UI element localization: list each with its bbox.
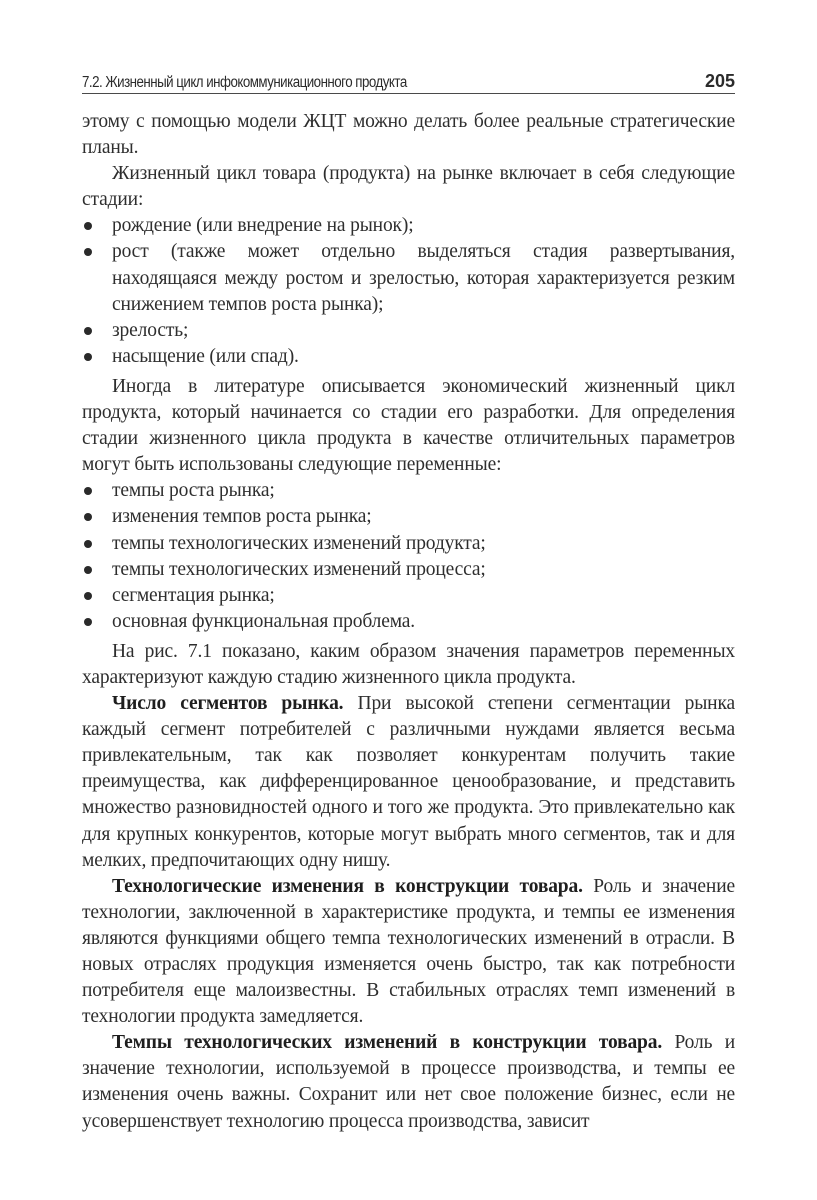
page-number: 205	[704, 71, 735, 91]
bullet-icon	[84, 487, 92, 495]
list-item: насыщение (или спад).	[82, 344, 735, 370]
paragraph-lead: Темпы технологических изменений в конструкции товара.	[112, 1032, 663, 1054]
list-item: рождение (или внедрение на рынок);	[82, 213, 735, 239]
book-page	[82, 66, 735, 1135]
bullet-icon	[84, 618, 92, 626]
list-item: основная функциональная проблема.	[82, 609, 735, 635]
list-item: темпы роста рынка;	[82, 478, 735, 504]
bullet-icon	[84, 540, 92, 548]
section-title: 7.2. Жизненный цикл инфокоммуникационного продукта	[82, 74, 407, 91]
stages-list	[82, 213, 735, 370]
paragraph-lead: Число сегментов рынка.	[112, 693, 344, 715]
paragraph-tech-change-rates: Темпы технологических изменений в конструкции товара. Роль и значение технологии, используемой в процессе производства, и темпы ее изменения очень важны. Сохранит или нет свое положение бизнес, если не усовершенствует технологию процесса производства, зависит	[82, 1032, 735, 1132]
paragraph-economic-cycle: Иногда в литературе описывается экономический жизненный цикл продукта, который начинается со стадии его разработки. Для определения стадии жизненного цикла продукта в качестве отличительных параметров могут быть использованы следующие переменные:	[82, 375, 735, 476]
running-header	[82, 66, 735, 94]
list-item: зрелость;	[82, 318, 735, 344]
bullet-icon	[84, 566, 92, 574]
bullet-icon	[84, 513, 92, 521]
bullet-icon	[84, 222, 92, 230]
body-text	[82, 109, 735, 1135]
list-item: темпы технологических изменений продукта;	[82, 531, 735, 557]
list-item: рост (также может отдельно выделяться стадия развертывания, находящаяся между ростом и зрелостью, которая характеризуется резким снижением темпов роста рынка);	[82, 239, 735, 317]
bullet-icon	[84, 353, 92, 361]
bullet-icon	[84, 327, 92, 335]
list-item: темпы технологических изменений процесса;	[82, 557, 735, 583]
list-item: изменения темпов роста рынка;	[82, 504, 735, 530]
paragraph-stages-intro: Жизненный цикл товара (продукта) на рынке включает в себя следующие стадии:	[82, 163, 735, 211]
variables-list	[82, 478, 735, 635]
list-item: сегментация рынка;	[82, 583, 735, 609]
paragraph-lead: Технологические изменения в конструкции товара.	[112, 875, 583, 897]
bullet-icon	[84, 592, 92, 600]
bullet-icon	[84, 248, 92, 256]
paragraph-product-tech-changes: Технологические изменения в конструкции товара. Роль и значение технологии, заключенной в характеристике продукта, и темпы ее изменения являются функциями общего темпа технологических изменений в отрасли. В новых отраслях продукция изменяется очень быстро, так как потребности потребителя еще малоизвестны. В стабильных отраслях темп изменений в технологии продукта замедляется.	[82, 875, 736, 1028]
paragraph-market-segments: Число сегментов рынка. При высокой степени сегментации рынка каждый сегмент потребителей с различными нуждами является весьма привлекательным, так как позволяет конкурентам получить такие преимущества, как дифференцированное ценообразование, и представить множество разновидностей одного и того же продукта. Это привлекательно как для крупных конкурентов, которые могут выбрать много сегментов, так и для мелких, предпочитающих одну нишу.	[82, 693, 736, 871]
paragraph-continuation: этому с помощью модели ЖЦТ можно делать более реальные стратегические планы.	[82, 111, 735, 159]
paragraph-figure-reference: На рис. 7.1 показано, каким образом значения параметров переменных характеризуют каждую стадию жизненного цикла продукта.	[82, 640, 735, 688]
